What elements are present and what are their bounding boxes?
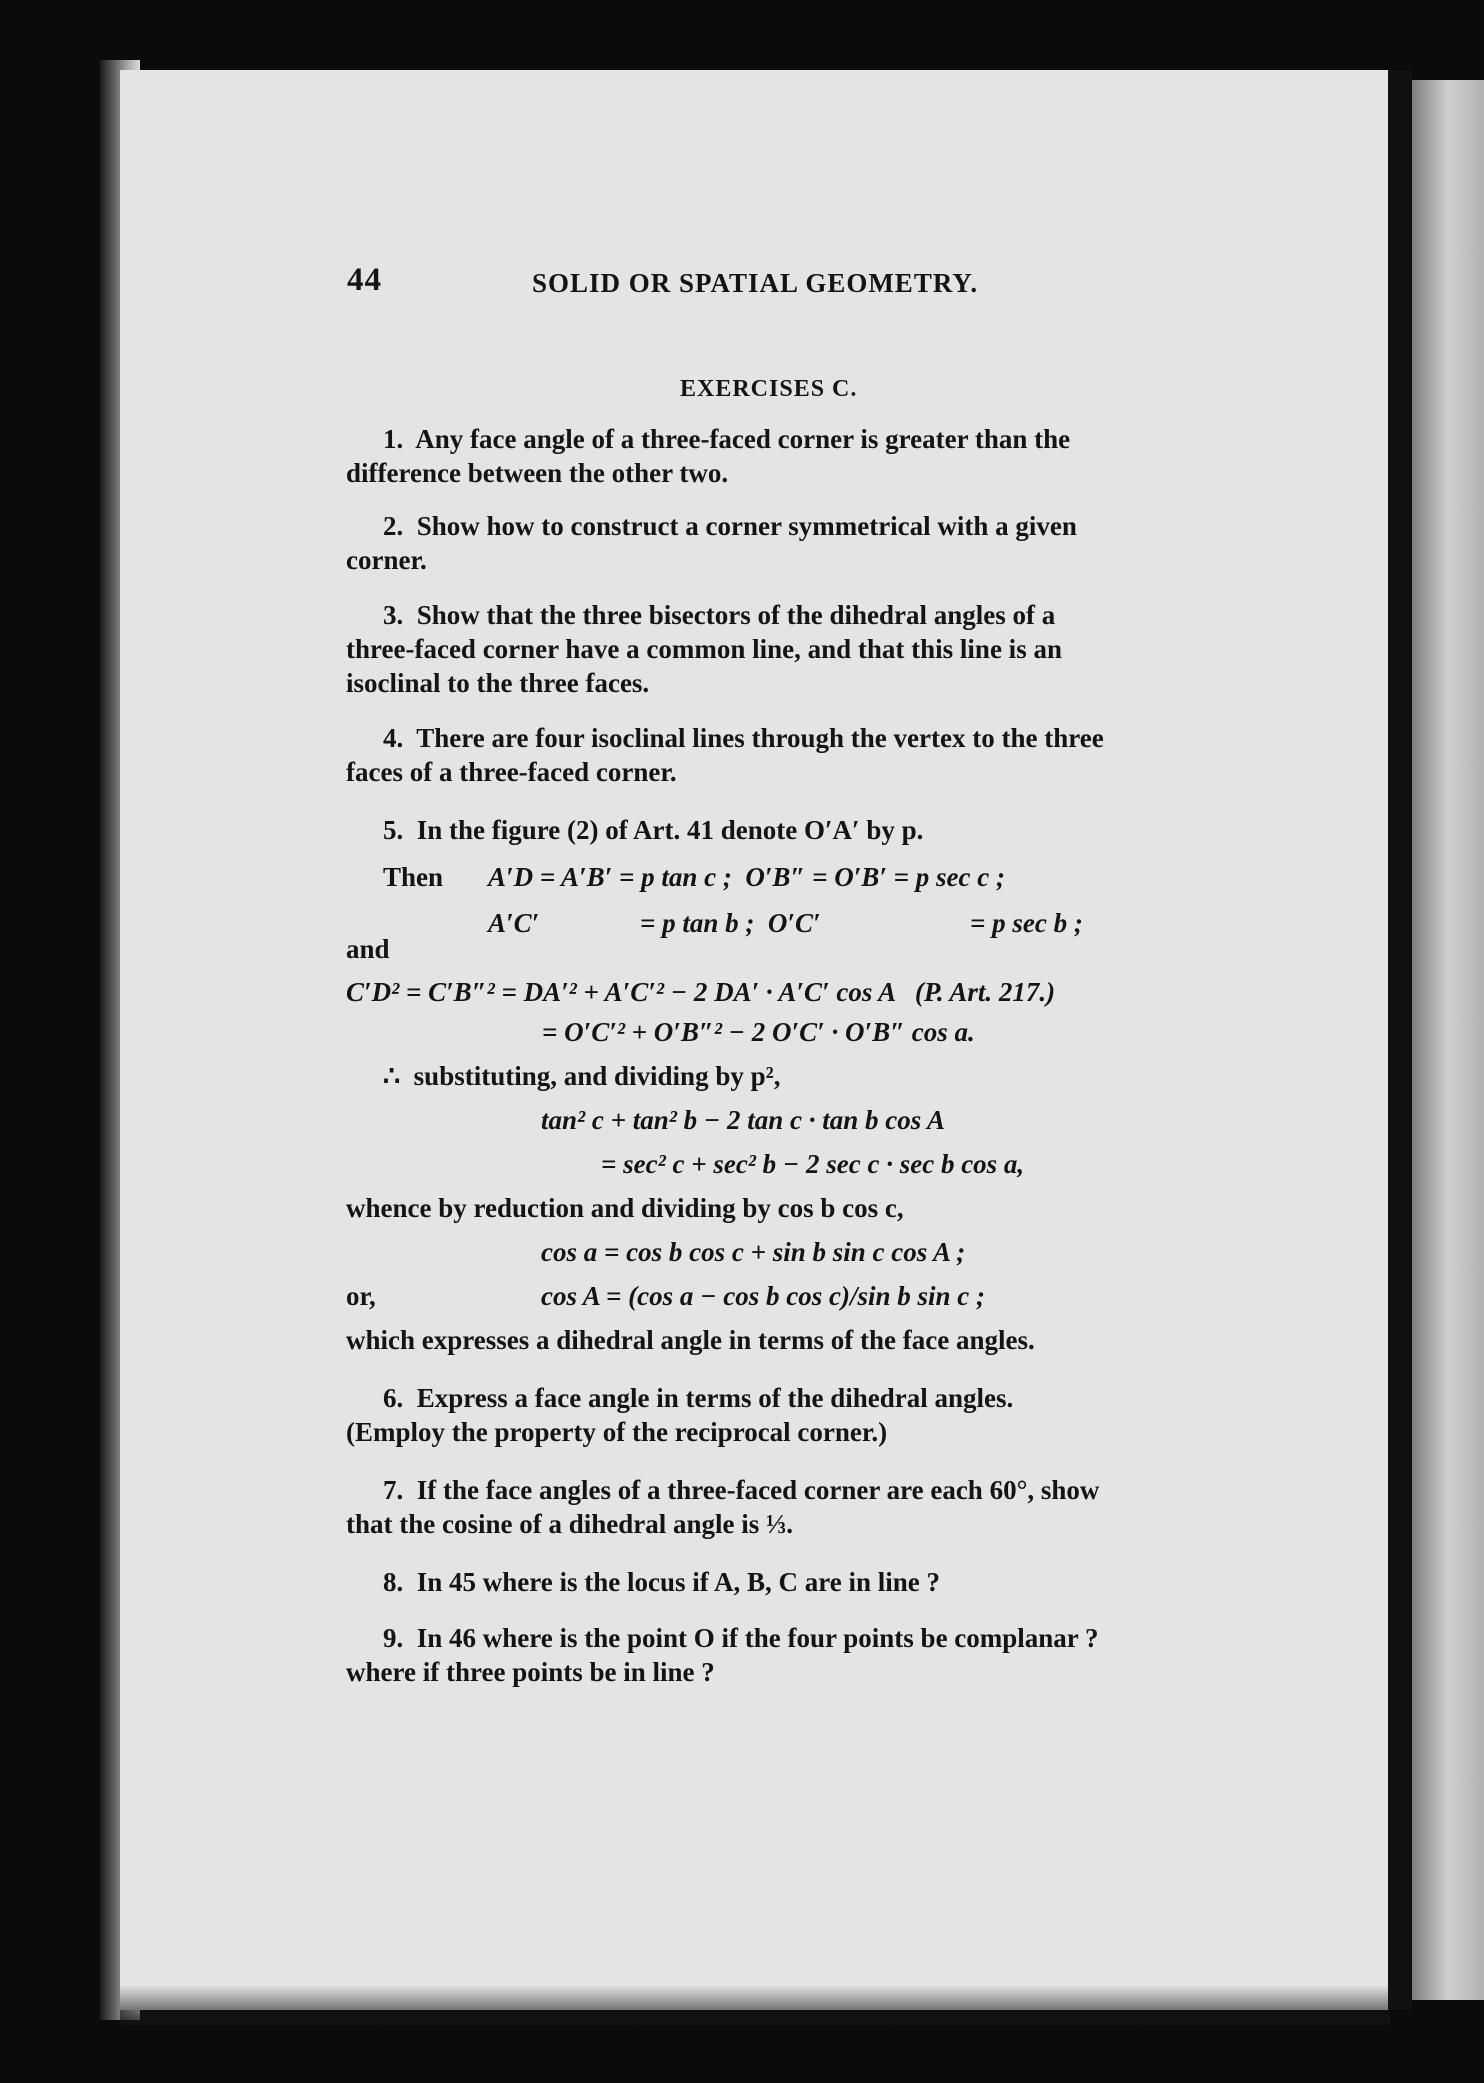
equation-6: cos A = (cos a − cos b cos c)/sin b sin c ; xyxy=(541,1281,985,1311)
exercise-2-line-2: corner. xyxy=(346,545,427,575)
which-text: which expresses a dihedral angle in terms of the face angles. xyxy=(346,1325,1035,1355)
bottom-shadow xyxy=(120,1985,1390,2025)
facing-page-edge xyxy=(1412,80,1484,2000)
equation-then-line-2-left: A′C′ xyxy=(488,908,540,938)
equation-then-line-2-right: = p sec b ; xyxy=(970,908,1083,938)
equation-then-line-2-mid: = p tan b ; O′C′ xyxy=(640,908,821,938)
page-number: 44 xyxy=(347,262,382,298)
exercise-8-line-1: 8. In 45 where is the locus if A, B, C are in line ? xyxy=(383,1567,941,1597)
exercise-5-line-1: 5. In the figure (2) of Art. 41 denote O′A′ by p. xyxy=(383,815,924,845)
equation-1: C′D² = C′B″² = DA′² + A′C′² − 2 DA′ · A′C′ cos A (P. Art. 217.) xyxy=(346,977,1056,1007)
and-label: and xyxy=(346,934,390,964)
exercise-3-line-1: 3. Show that the three bisectors of the dihedral angles of a xyxy=(383,600,1056,630)
exercise-4-line-2: faces of a three-faced corner. xyxy=(346,757,677,787)
section-title: EXERCISES C. xyxy=(680,376,858,402)
exercise-2-line-1: 2. Show how to construct a corner symmetrical with a given xyxy=(383,511,1077,541)
exercise-9-line-2: where if three points be in line ? xyxy=(346,1657,715,1687)
then-label: Then xyxy=(383,862,444,892)
whence-text: whence by reduction and dividing by cos b cos c, xyxy=(346,1193,904,1223)
or-label: or, xyxy=(346,1281,376,1311)
exercise-3-line-2: three-faced corner have a common line, and that this line is an xyxy=(346,634,1062,664)
exercise-7-line-2: that the cosine of a dihedral angle is ⅓. xyxy=(346,1509,794,1539)
substituting-text: ∴ substituting, and dividing by p², xyxy=(383,1061,781,1091)
exercise-4-line-1: 4. There are four isoclinal lines through the vertex to the three xyxy=(383,723,1104,753)
exercise-6-line-2: (Employ the property of the reciprocal corner.) xyxy=(346,1417,888,1447)
exercise-3-line-3: isoclinal to the three faces. xyxy=(346,668,650,698)
running-title: SOLID OR SPATIAL GEOMETRY. xyxy=(532,268,979,298)
exercise-6-line-1: 6. Express a face angle in terms of the dihedral angles. xyxy=(383,1383,1014,1413)
exercise-1-line-1: 1. Any face angle of a three-faced corner is greater than the xyxy=(383,424,1071,454)
equation-then-line-1: A′D = A′B′ = p tan c ; O′B″ = O′B′ = p sec c ; xyxy=(488,862,1005,892)
exercise-1-line-2: difference between the other two. xyxy=(346,458,729,488)
exercise-9-line-1: 9. In 46 where is the point O if the four points be complanar ? xyxy=(383,1623,1099,1653)
page-gutter xyxy=(1388,70,1412,2010)
equation-4: = sec² c + sec² b − 2 sec c · sec b cos a, xyxy=(601,1149,1025,1179)
equation-3: tan² c + tan² b − 2 tan c · tan b cos A xyxy=(541,1105,945,1135)
equation-2: = O′C′² + O′B″² − 2 O′C′ · O′B″ cos a. xyxy=(542,1017,975,1047)
equation-5: cos a = cos b cos c + sin b sin c cos A ; xyxy=(541,1237,966,1267)
exercise-7-line-1: 7. If the face angles of a three-faced corner are each 60°, show xyxy=(383,1475,1100,1505)
